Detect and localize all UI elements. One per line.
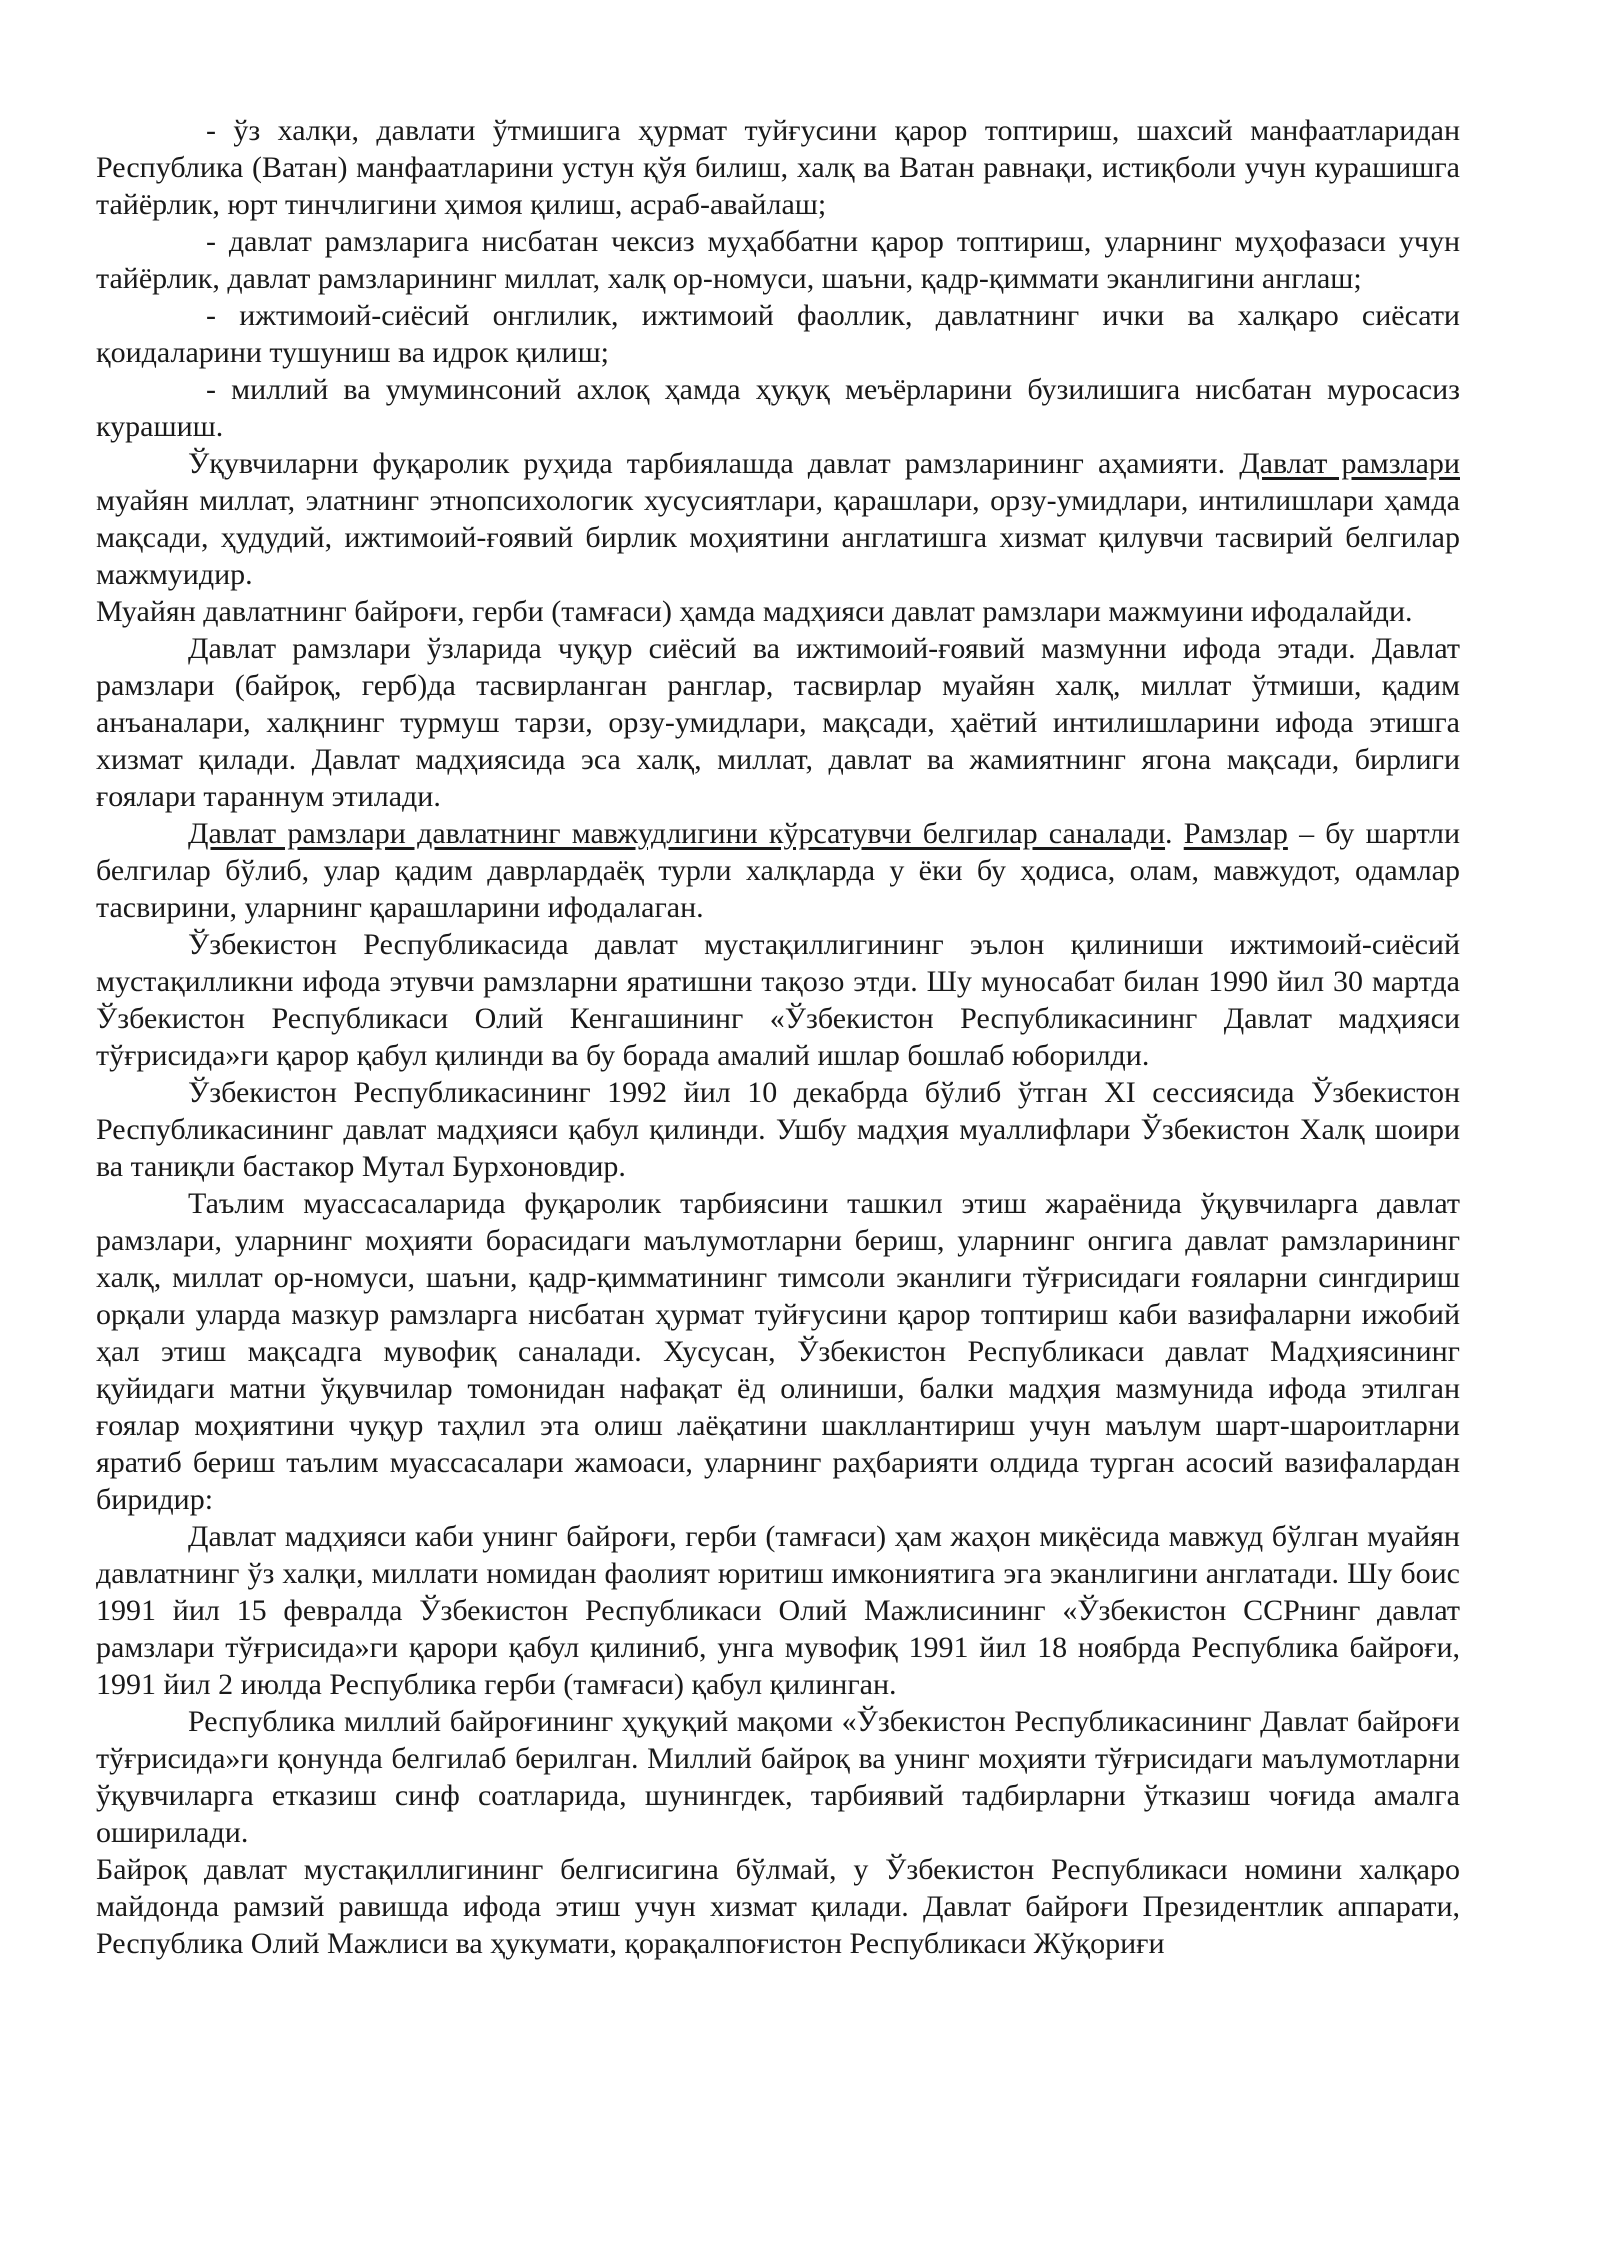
paragraph-8 — [96, 815, 1460, 926]
underlined-term: Давлат рамзлари давлатнинг мавжудлигини кўрсатувчи белгилар саналади — [188, 817, 1166, 850]
paragraph-4 — [96, 371, 1460, 445]
text-run: Ўзбекистон Республикасининг 1992 йил 10 декабрда бўлиб ўтган XI сессиясида Ўзбекистон Республикасининг давлат мадҳияси қабул қилинди. Ушбу мадҳия муаллифлари Ўзбекистон Халқ шоири ва таниқли бастакор Мутал Бурхоновдир. — [96, 1076, 1460, 1183]
paragraph-10 — [96, 1074, 1460, 1185]
text-run: Байроқ давлат мустақиллигининг белгисигина бўлмай, у Ўзбекистон Республикаси номини халқаро майдонда рамзий равишда ифода этиш учун хизмат қилади. Давлат байроғи Президентлик аппарати, Республика Олий Мажлиси ва ҳукумати, қорақалпоғистон Республикаси Жўқориғи — [96, 1853, 1460, 1960]
text-run: муайян миллат, элатнинг этнопсихологик хусусиятлари, қарашлари, орзу-умидлари, интилишлари ҳамда мақсади, ҳудудий, ижтимоий-ғоявий бирлик моҳиятини англатишга хизмат қилувчи тасвирий белгилар мажмуидир. — [96, 484, 1460, 591]
text-run: Давлат мадҳияси каби унинг байроғи, герби (тамғаси) ҳам жаҳон миқёсида мавжуд бўлган муайян давлатнинг ўз халқи, миллати номидан фаолият юритиш имкониятига эга эканлигини англатади. Шу боис 1991 йил 15 февралда Ўзбекистон Республикаси Олий Мажлисининг «Ўзбекистон ССРнинг давлат рамзлари тўғрисида»ги қарори қабул қилиниб, унга мувофиқ 1991 йил 18 ноябрда Республика байроғи, 1991 йил 2 июлда Республика герби (тамғаси) қабул қилинган. — [96, 1520, 1460, 1701]
paragraph-13 — [96, 1703, 1460, 1851]
text-run: Таълим муассасаларида фуқаролик тарбиясини ташкил этиш жараёнида ўқувчиларга давлат рамзлари, уларнинг моҳияти борасидаги маълумотларни бериш, уларнинг онгига давлат рамзларининг халқ, миллат ор-номуси, шаъни, қадр-қимматининг тимсоли эканлиги тўғрисидаги ғояларни сингдириш орқали уларда мазкур рамзларга нисбатан ҳурмат туйғусини қарор топтириш каби вазифаларни ижобий ҳал этиш мақсадга мувофиқ саналади. Хусусан, Ўзбекистон Республикаси давлат Мадҳиясининг қуйидаги матни ўқувчилар томонидан нафақат ёд олиниши, балки мадҳия мазмунида ифода этилган ғоялар моҳиятини чуқур таҳлил эта олиш лаёқатини шакллантириш учун маълум шарт-шароитларни яратиб бериш таълим муассасалари жамоаси, уларнинг раҳбарияти олдида турган асосий вазифалардан биридир: — [96, 1187, 1460, 1516]
text-run: Муайян давлатнинг байроғи, герби (тамғаси) ҳамда мадҳияси давлат рамзлари мажмуини ифодалайди. — [96, 595, 1413, 628]
paragraph-1 — [96, 112, 1460, 223]
text-run: - давлат рамзларига нисбатан чексиз муҳаббатни қарор топтириш, уларнинг муҳофазаси учун тайёрлик, давлат рамзларининг миллат, халқ ор-номуси, шаъни, қадр-қиммати эканлигини англаш; — [96, 225, 1460, 295]
paragraph-14 — [96, 1851, 1460, 1962]
text-run: . — [1165, 817, 1184, 850]
paragraph-2 — [96, 223, 1460, 297]
underlined-term: Рамзлар — [1183, 817, 1288, 850]
paragraph-11 — [96, 1185, 1460, 1518]
paragraph-3 — [96, 297, 1460, 371]
paragraph-9 — [96, 926, 1460, 1074]
paragraph-5 — [96, 445, 1460, 593]
text-run: Ўзбекистон Республикасида давлат мустақиллигининг эълон қилиниши ижтимоий-сиёсий мустақилликни ифода этувчи рамзларни яратишни тақозо этди. Шу муносабат билан 1990 йил 30 мартда Ўзбекистон Республикаси Олий Кенгашининг «Ўзбекистон Республикасининг Давлат мадҳияси тўғрисида»ги қарор қабул қилинди ва бу борада амалий ишлар бошлаб юборилди. — [96, 928, 1460, 1072]
text-run: – бу шартли белгилар бўлиб, улар қадим даврлардаёқ турли халқларда у ёки бу ҳодиса, олам, мавжудот, одамлар тасвирини, уларнинг қарашларини ифодалаган. — [96, 817, 1460, 924]
text-run: - ижтимоий-сиёсий онглилик, ижтимоий фаоллик, давлатнинг ички ва халқаро сиёсати қоидаларини тушуниш ва идрок қилиш; — [96, 299, 1460, 369]
text-run: Республика миллий байроғининг ҳуқуқий мақоми «Ўзбекистон Республикасининг Давлат байроғи тўғрисида»ги қонунда белгилаб берилган. Миллий байроқ ва унинг моҳияти тўғрисидаги маълумотларни ўқувчиларга етказиш синф соатларида, шунингдек, тарбиявий тадбирларни ўтказиш чоғида амалга оширилади. — [96, 1705, 1460, 1849]
paragraph-6 — [96, 593, 1460, 630]
text-run: Ўқувчиларни фуқаролик руҳида тарбиялашда давлат рамзларининг аҳамияти. — [188, 447, 1240, 480]
document-body — [96, 112, 1460, 1962]
paragraph-7 — [96, 630, 1460, 815]
underlined-term: Давлат рамзлари — [1239, 447, 1460, 480]
paragraph-12 — [96, 1518, 1460, 1703]
text-run: - ўз халқи, давлати ўтмишига ҳурмат туйғусини қарор топтириш, шахсий манфаатларидан Республика (Ватан) манфаатларини устун қўя билиш, халқ ва Ватан равнақи, истиқболи учун курашишга тайёрлик, юрт тинчлигини ҳимоя қилиш, асраб-авайлаш; — [96, 114, 1460, 221]
text-run: Давлат рамзлари ўзларида чуқур сиёсий ва ижтимоий-ғоявий мазмунни ифода этади. Давлат рамзлари (байроқ, герб)да тасвирланган ранглар, тасвирлар муайян халқ, миллат ўтмиши, қадим анъаналари, халқнинг турмуш тарзи, орзу-умидлари, мақсади, ҳаётий интилишларини ифода этишга хизмат қилади. Давлат мадҳиясида эса халқ, миллат, давлат ва жамиятнинг ягона мақсади, бирлиги ғоялари тараннум этилади. — [96, 632, 1460, 813]
text-run: - миллий ва умуминсоний ахлоқ ҳамда ҳуқуқ меъёрларини бузилишига нисбатан муросасиз курашиш. — [96, 373, 1460, 443]
